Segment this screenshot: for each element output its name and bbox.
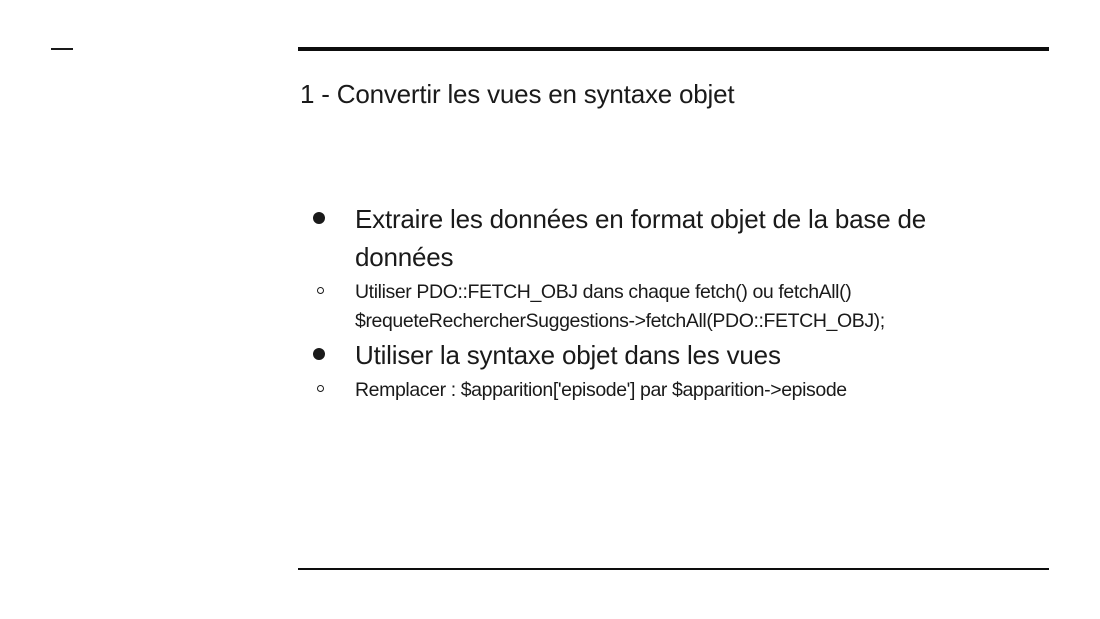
slide-title: 1 - Convertir les vues en syntaxe objet xyxy=(300,79,735,109)
sub-list xyxy=(355,278,1040,336)
sub-item-text-line: $requeteRechercherSuggestions->fetchAll(PDO::FETCH_OBJ); xyxy=(355,310,885,332)
slide-body xyxy=(300,200,1040,405)
bullet-text xyxy=(355,336,1040,374)
sub-item-text-line: Utiliser PDO::FETCH_OBJ dans chaque fetch() ou fetchAll() xyxy=(355,281,852,303)
bullet-text-line: Utiliser la syntaxe objet dans les vues xyxy=(355,340,781,370)
top-rule xyxy=(298,47,1049,51)
corner-dash xyxy=(51,48,73,50)
bullet-item-extract xyxy=(300,200,1040,336)
bullet-text-line: données xyxy=(355,242,454,272)
hollow-circle-bullet-icon xyxy=(317,287,324,294)
bottom-rule xyxy=(298,568,1049,570)
sub-item-text-line: Remplacer : $apparition['episode'] par $apparition->episode xyxy=(355,379,847,401)
bullet-dot-icon xyxy=(313,212,325,224)
bullet-item-syntax xyxy=(300,336,1040,405)
sub-item-fetch-obj xyxy=(355,278,1040,336)
bullet-text xyxy=(355,200,1040,276)
sub-item-replace xyxy=(355,376,1040,405)
sub-list xyxy=(355,376,1040,405)
bullet-dot-icon xyxy=(313,348,325,360)
hollow-circle-bullet-icon xyxy=(317,385,324,392)
bullet-text-line: Extraire les données en format objet de la base de xyxy=(355,204,927,234)
